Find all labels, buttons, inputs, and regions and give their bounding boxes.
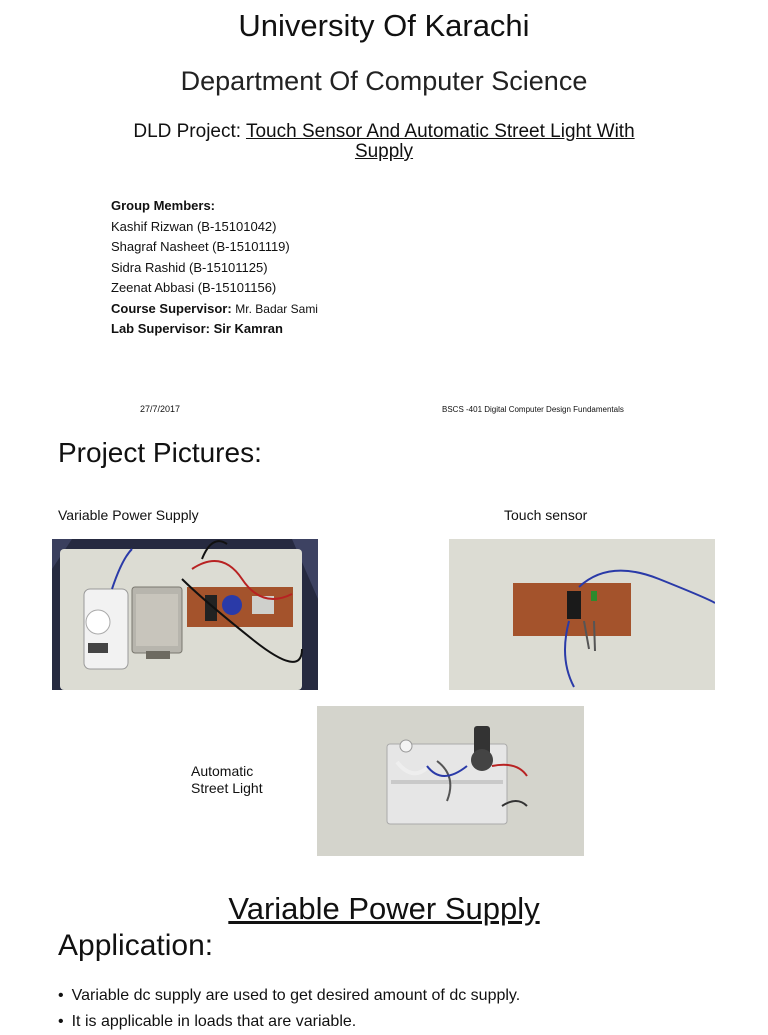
member-item: Zeenat Abbasi (B-15101156) <box>111 280 277 295</box>
footer-date: 27/7/2017 <box>140 404 181 414</box>
street-light-photo <box>317 706 584 856</box>
course-supervisor-label: Course Supervisor: <box>111 300 232 316</box>
caption-touch-sensor: Touch sensor <box>504 507 588 523</box>
member-item: Sidra Rashid (B-15101125) <box>111 259 268 275</box>
touch-sensor-photo <box>449 539 715 690</box>
list-item: • Variable dc supply are used to get desired amount of dc supply. <box>58 983 520 1009</box>
caption-street-light <box>191 763 263 797</box>
project-pictures-title: Project Pictures: <box>58 437 262 468</box>
application-bullets <box>58 983 520 1035</box>
university-title: University Of Karachi <box>238 8 530 43</box>
project-prefix: DLD Project: <box>133 121 246 142</box>
course-supervisor-name: Mr. Badar Sami <box>235 301 318 316</box>
variable-power-supply-title: Variable Power Supply <box>228 891 540 926</box>
course-supervisor <box>111 299 318 320</box>
list-item: • It is applicable in loads that are variable. <box>58 1009 520 1035</box>
lab-supervisor: Lab Supervisor: Sir Kamran <box>111 321 283 336</box>
project-heading <box>0 122 768 162</box>
application-heading: Application: <box>58 929 214 962</box>
member-item: Kashif Rizwan (B-15101042) <box>111 218 277 234</box>
group-members-block <box>111 196 318 340</box>
department-title: Department Of Computer Science <box>180 66 588 96</box>
group-members-label: Group Members: <box>111 198 216 213</box>
project-title-line2: Supply <box>354 141 414 162</box>
project-title-line1: Touch Sensor And Automatic Street Light With <box>245 121 635 142</box>
footer-course: BSCS -401 Digital Computer Design Fundamentals <box>442 405 624 414</box>
caption-variable-power-supply: Variable Power Supply <box>58 507 199 523</box>
variable-power-supply-photo <box>52 539 318 690</box>
member-item: Shagraf Nasheet (B-15101119) <box>111 239 290 254</box>
caption-street-light-line2: Street Light <box>191 780 263 796</box>
caption-street-light-line1: Automatic <box>191 763 254 779</box>
